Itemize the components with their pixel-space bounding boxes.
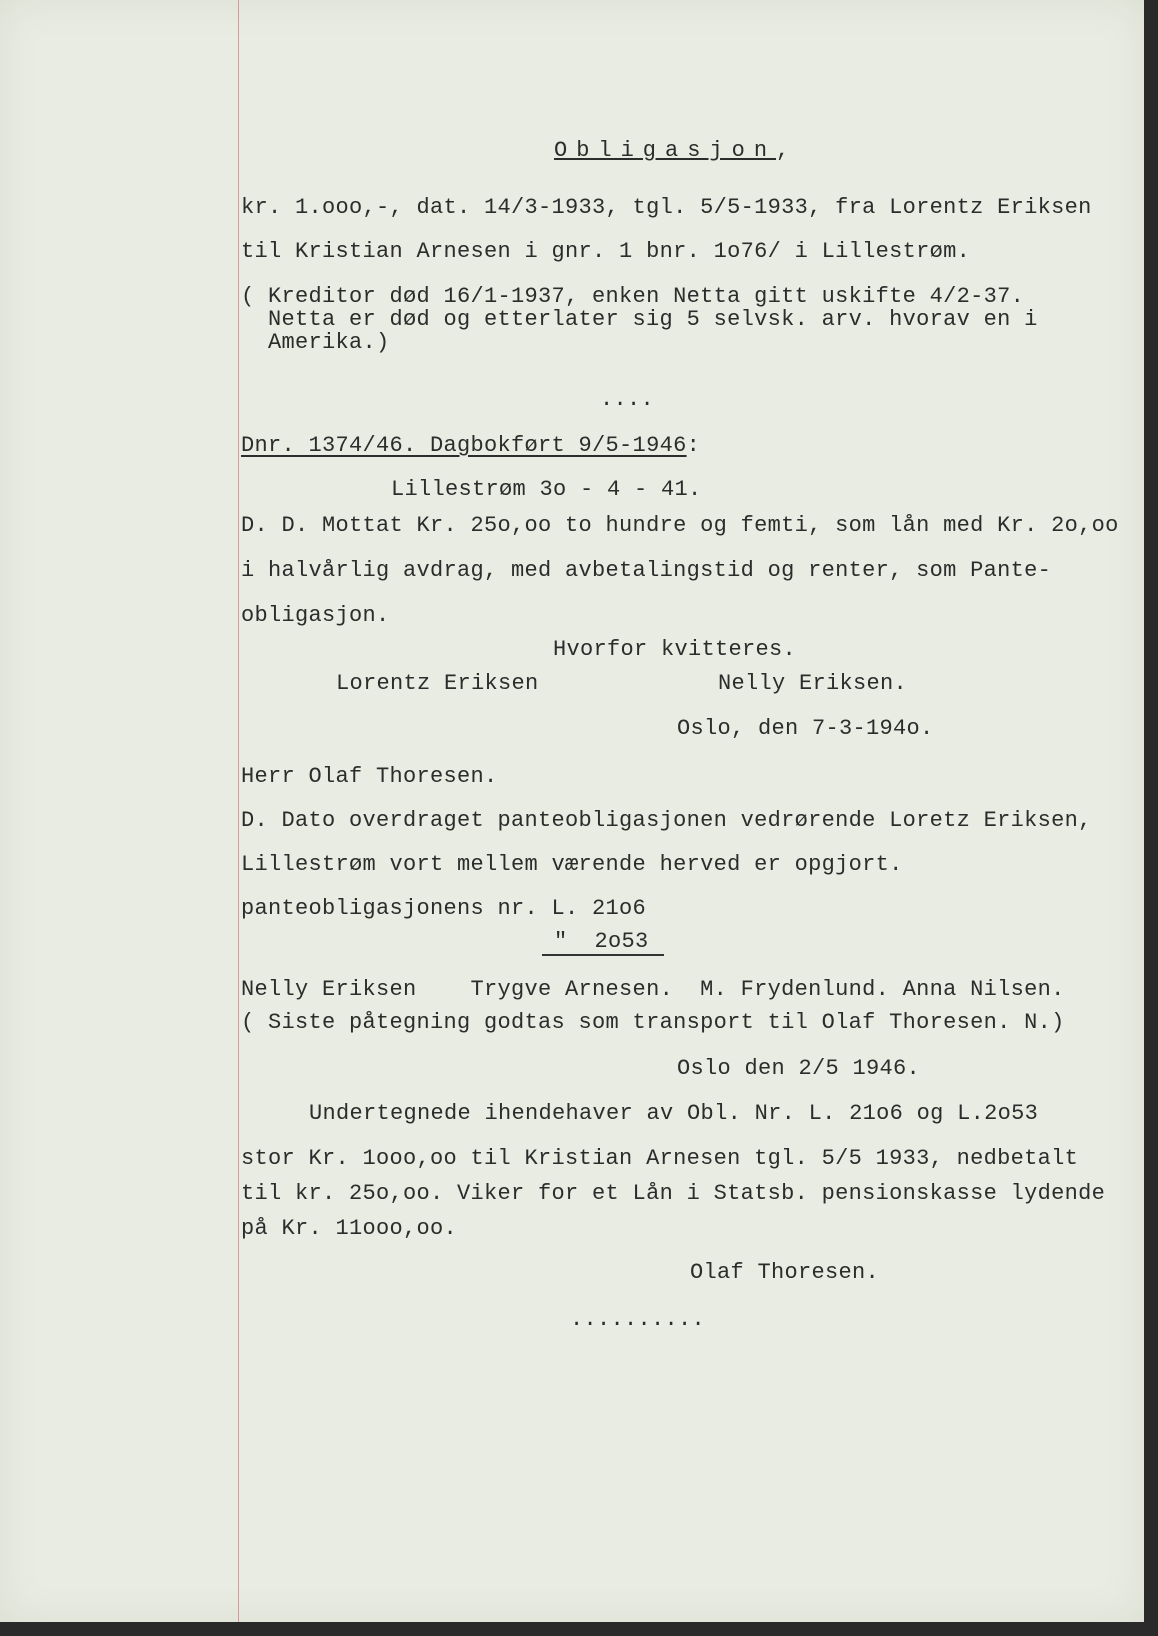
text-line-7: D. D. Mottat Kr. 25o,oo to hundre og femti, som lån med Kr. 2o,oo [241,513,1119,538]
text-line-9: obligasjon. [241,603,390,628]
text-line-22: til kr. 25o,oo. Viker for et Lån i Statsb. pensionskasse lydende [241,1181,1106,1206]
text-line-6: Lillestrøm 3o - 4 - 41. [391,477,702,502]
text-line-5: Amerika.) [268,330,390,355]
document-title: Obligasjon [554,138,777,163]
text-line-8: i halvårlig avdrag, med avbetalingstid og renter, som Pante- [241,558,1052,583]
text-line-20: Undertegnede ihendehaver av Obl. Nr. L. 21o6 og L.2o53 [309,1101,1039,1126]
text-line-2: til Kristian Arnesen i gnr. 1 bnr. 1o76/ i Lillestrøm. [241,239,971,264]
signature-olaf: Olaf Thoresen. [690,1260,880,1285]
margin-rule [238,0,239,1622]
signature-nelly: Nelly Eriksen. [718,671,908,696]
text-line-13: D. Dato overdraget panteobligasjonen vedrørende Loretz Eriksen, [241,808,1092,833]
signature-lorentz: Lorentz Eriksen [336,671,539,696]
text-line-15: panteobligasjonens nr. L. 21o6 [241,896,647,921]
date-line-1: Oslo, den 7-3-194o. [677,716,934,741]
text-line-4: Netta er død og etterlater sig 5 selvsk. arv. hvorav en i [268,307,1038,332]
separator-dots-2: .......... [570,1307,706,1332]
text-line-18: ( Siste påtegning godtas som transport til Olaf Thoresen. N.) [241,1010,1065,1035]
document-title-row [554,138,790,164]
underline-2o53 [542,954,664,956]
text-line-16: " 2o53 [554,929,649,954]
entry-header-row [241,433,700,459]
separator-dots-1: .... [600,387,655,412]
text-line-23: på Kr. 11ooo,oo. [241,1216,458,1241]
entry-header-colon: : [686,433,701,458]
text-line-1: kr. 1.ooo,-, dat. 14/3-1933, tgl. 5/5-1933, fra Lorentz Eriksen [241,195,1092,220]
text-line-3: ( Kreditor død 16/1-1937, enken Netta gitt uskifte 4/2-37. [241,284,1025,309]
entry-header: Dnr. 1374/46. Dagbokført 9/5-1946 [241,433,687,458]
document-title-suffix: , [776,138,790,163]
text-line-21: stor Kr. 1ooo,oo til Kristian Arnesen tgl. 5/5 1933, nedbetalt [241,1146,1079,1171]
text-line-14: Lillestrøm vort mellem værende herved er opgjort. [241,852,903,877]
date-line-2: Oslo den 2/5 1946. [677,1056,921,1081]
text-line-10: Hvorfor kvitteres. [553,637,797,662]
signatures-line: Nelly Eriksen Trygve Arnesen. M. Frydenlund. Anna Nilsen. [241,977,1065,1002]
text-line-12: Herr Olaf Thoresen. [241,764,498,789]
